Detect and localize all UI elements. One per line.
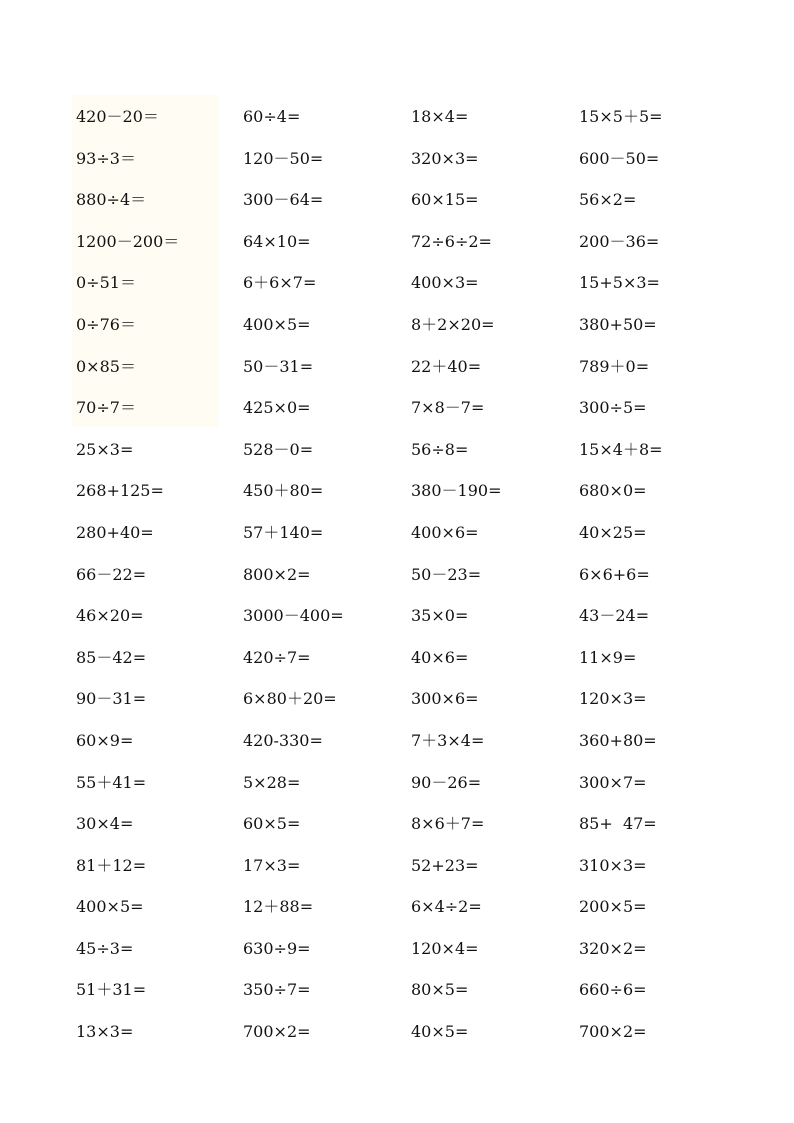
problem-cell: 52+23= bbox=[411, 855, 479, 875]
problem-cell: 72÷6÷2= bbox=[411, 231, 492, 251]
problem-cell: 64×10= bbox=[243, 231, 311, 251]
problem-cell: 15×5＋5= bbox=[579, 107, 663, 126]
problem-cell: 420－20＝ bbox=[76, 107, 159, 126]
problem-cell: 40×25= bbox=[579, 522, 647, 542]
problem-cell: 680×0= bbox=[579, 481, 647, 501]
problem-cell: 60×5= bbox=[243, 814, 301, 834]
problem-cell: 400×6= bbox=[411, 522, 479, 542]
problem-cell: 5×28= bbox=[243, 772, 301, 792]
problem-cell: 7×8－7= bbox=[411, 398, 485, 418]
problem-cell: 40×5= bbox=[411, 1022, 469, 1042]
problem-cell: 90－31= bbox=[76, 689, 147, 709]
problem-cell: 200×5= bbox=[579, 897, 647, 917]
problem-cell: 350÷7= bbox=[243, 980, 311, 1000]
problem-cell: 85+ 47= bbox=[579, 814, 657, 834]
problem-cell: 425×0= bbox=[243, 398, 311, 418]
problem-cell: 880÷4＝ bbox=[76, 190, 147, 210]
problem-cell: 400×5= bbox=[76, 897, 144, 917]
problem-cell: 60×9= bbox=[76, 730, 134, 750]
problem-cell: 85－42= bbox=[76, 647, 147, 667]
problem-cell: 12＋88= bbox=[243, 897, 314, 917]
problem-cell: 700×2= bbox=[243, 1022, 311, 1042]
problem-cell: 7＋3×4= bbox=[411, 730, 485, 750]
problem-cell: 60×15= bbox=[411, 190, 479, 210]
problem-cell: 120－50= bbox=[243, 148, 324, 168]
problem-cell: 6＋6×7= bbox=[243, 273, 317, 293]
problem-cell: 25×3= bbox=[76, 439, 134, 459]
problem-cell: 30×4= bbox=[76, 814, 134, 834]
problem-cell: 22＋40= bbox=[411, 356, 482, 376]
problem-cell: 450＋80= bbox=[243, 481, 324, 501]
problem-cell: 56×2= bbox=[579, 190, 637, 210]
problem-cell: 360+80= bbox=[579, 730, 657, 750]
problem-cell: 120×3= bbox=[579, 689, 647, 709]
problem-cell: 55＋41= bbox=[76, 772, 147, 792]
problem-cell: 56÷8= bbox=[411, 439, 469, 459]
problem-cell: 380+50= bbox=[579, 314, 657, 334]
problem-cell: 800×2= bbox=[243, 564, 311, 584]
problem-cell: 310×3= bbox=[579, 855, 647, 875]
problem-cell: 13×3= bbox=[76, 1022, 134, 1042]
problem-cell: 0×85＝ bbox=[76, 356, 136, 376]
problem-cell: 0÷76＝ bbox=[76, 314, 136, 334]
problem-cell: 700×2= bbox=[579, 1022, 647, 1042]
problem-cell: 45÷3= bbox=[76, 938, 134, 958]
problem-cell: 120×4= bbox=[411, 938, 479, 958]
problem-cell: 70÷7＝ bbox=[76, 398, 136, 418]
problem-cell: 11×9= bbox=[579, 647, 637, 667]
problem-cell: 90－26= bbox=[411, 772, 482, 792]
problem-cell: 57＋140= bbox=[243, 522, 324, 542]
problem-cell: 300×7= bbox=[579, 772, 647, 792]
problem-cell: 600－50= bbox=[579, 148, 660, 168]
problem-cell: 51＋31= bbox=[76, 980, 147, 1000]
problem-cell: 280+40= bbox=[76, 522, 154, 542]
problem-cell: 300÷5= bbox=[579, 398, 647, 418]
problem-cell: 789＋0= bbox=[579, 356, 650, 376]
problem-cell: 17×3= bbox=[243, 855, 301, 875]
problem-cell: 18×4= bbox=[411, 107, 469, 126]
problem-cell: 0÷51＝ bbox=[76, 273, 136, 293]
problem-cell: 8＋2×20= bbox=[411, 314, 495, 334]
problem-cell: 380－190= bbox=[411, 481, 502, 501]
problem-cell: 3000－400= bbox=[243, 606, 344, 626]
problem-cell: 6×80＋20= bbox=[243, 689, 337, 709]
problem-cell: 630÷9= bbox=[243, 938, 311, 958]
problem-cell: 93÷3＝ bbox=[76, 148, 136, 168]
problem-cell: 268+125= bbox=[76, 481, 164, 501]
problem-cell: 320×3= bbox=[411, 148, 479, 168]
problem-cell: 50－23= bbox=[411, 564, 482, 584]
problem-cell: 6×4÷2= bbox=[411, 897, 482, 917]
problem-cell: 320×2= bbox=[579, 938, 647, 958]
problem-cell: 81＋12= bbox=[76, 855, 147, 875]
problem-cell: 6×6+6= bbox=[579, 564, 650, 584]
problem-cell: 66－22= bbox=[76, 564, 147, 584]
problem-cell: 15×4＋8= bbox=[579, 439, 663, 459]
problem-cell: 528－0= bbox=[243, 439, 314, 459]
problem-cell: 400×5= bbox=[243, 314, 311, 334]
problem-cell: 80×5= bbox=[411, 980, 469, 1000]
problem-cell: 420÷7= bbox=[243, 647, 311, 667]
arithmetic-problem-grid bbox=[76, 96, 729, 1053]
problem-cell: 8×6＋7= bbox=[411, 814, 485, 834]
problem-cell: 660÷6= bbox=[579, 980, 647, 1000]
problem-cell: 40×6= bbox=[411, 647, 469, 667]
problem-cell: 60÷4= bbox=[243, 107, 301, 126]
problem-cell: 200－36= bbox=[579, 231, 660, 251]
problem-cell: 43－24= bbox=[579, 606, 650, 626]
problem-cell: 1200－200＝ bbox=[76, 231, 180, 251]
problem-cell: 300－64= bbox=[243, 190, 324, 210]
problem-cell: 300×6= bbox=[411, 689, 479, 709]
problem-cell: 50－31= bbox=[243, 356, 314, 376]
problem-cell: 46×20= bbox=[76, 606, 144, 626]
problem-cell: 35×0= bbox=[411, 606, 469, 626]
problem-cell: 420-330= bbox=[243, 730, 323, 750]
problem-cell: 400×3= bbox=[411, 273, 479, 293]
problem-cell: 15+5×3= bbox=[579, 273, 660, 293]
